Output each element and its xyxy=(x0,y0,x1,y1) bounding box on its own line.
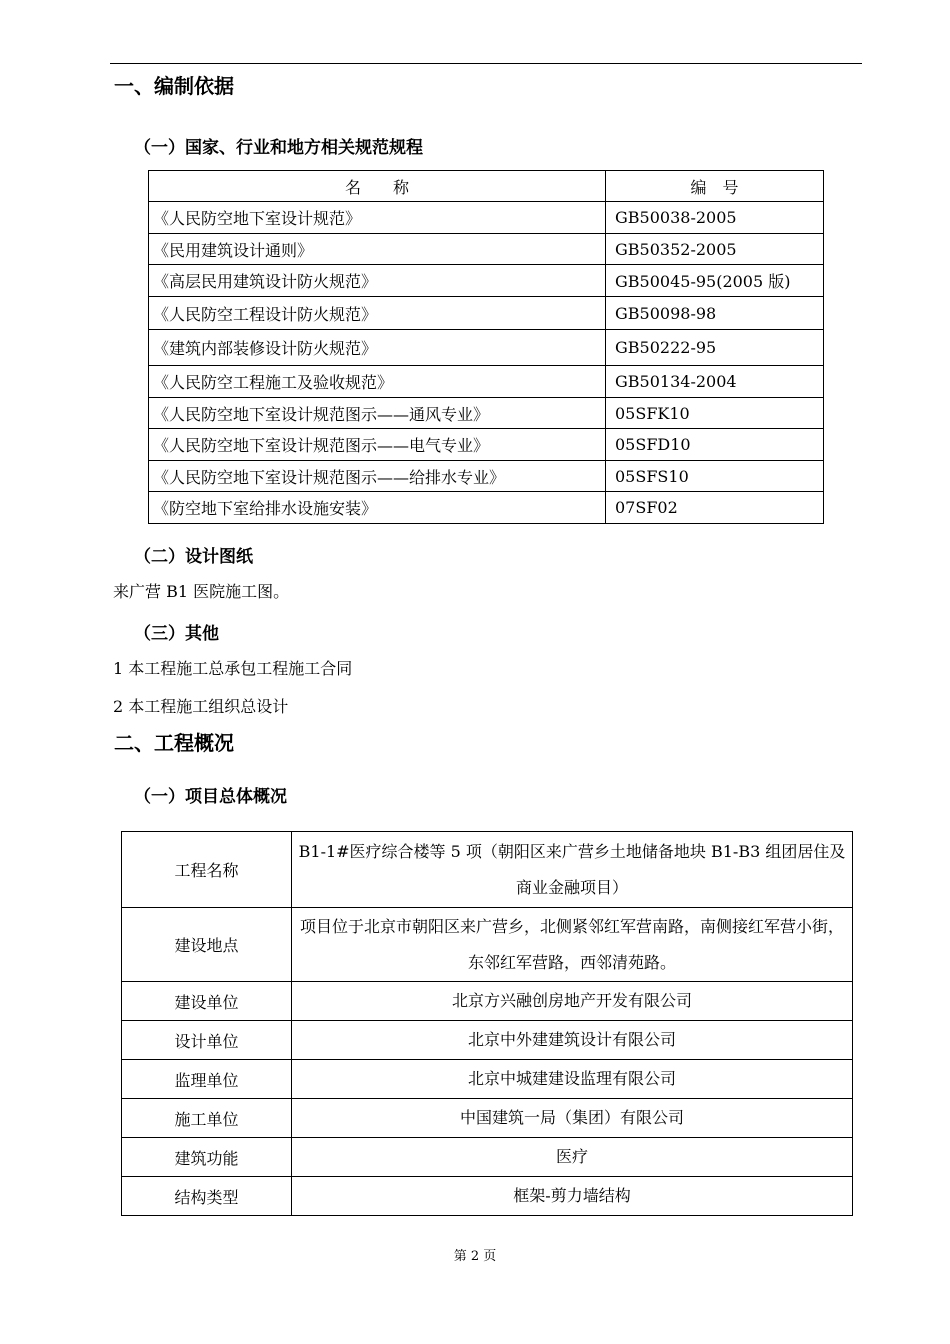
standard-code: 05SFS10 xyxy=(606,461,824,492)
standards-table xyxy=(148,170,824,524)
field-label: 工程名称 xyxy=(122,832,292,908)
standard-name: 《建筑内部装修设计防火规范》 xyxy=(149,330,606,366)
field-value: 北京中外建建筑设计有限公司 xyxy=(292,1021,853,1060)
section1-heading: 一、编制依据 xyxy=(114,74,234,98)
standard-code: GB50134-2004 xyxy=(606,366,824,398)
drawings-heading: （二）设计图纸 xyxy=(134,547,253,567)
table-row xyxy=(122,908,853,982)
table-row xyxy=(149,265,824,297)
standard-name: 《人民防空地下室设计规范图示——通风专业》 xyxy=(149,398,606,429)
table-row xyxy=(149,429,824,461)
table-row xyxy=(122,1060,853,1099)
page-number: 第 2 页 xyxy=(453,1249,497,1264)
standard-name: 《防空地下室给排水设施安装》 xyxy=(149,492,606,524)
field-label: 建筑功能 xyxy=(122,1138,292,1177)
field-value: 北京中城建建设监理有限公司 xyxy=(292,1060,853,1099)
table-row xyxy=(149,366,824,398)
table-row xyxy=(122,1021,853,1060)
standard-code: 05SFD10 xyxy=(606,429,824,461)
standard-name: 《民用建筑设计通则》 xyxy=(149,234,606,265)
table-row xyxy=(122,1138,853,1177)
col-header-name: 名 称 xyxy=(149,171,606,202)
standard-name: 《人民防空工程施工及验收规范》 xyxy=(149,366,606,398)
field-label: 结构类型 xyxy=(122,1177,292,1216)
table-row xyxy=(122,982,853,1021)
table-row xyxy=(149,330,824,366)
table-row xyxy=(149,492,824,524)
table-row xyxy=(149,461,824,492)
standard-name: 《人民防空地下室设计规范图示——电气专业》 xyxy=(149,429,606,461)
standard-code: 05SFK10 xyxy=(606,398,824,429)
field-label: 建设地点 xyxy=(122,908,292,982)
field-label: 建设单位 xyxy=(122,982,292,1021)
standard-name: 《高层民用建筑设计防火规范》 xyxy=(149,265,606,297)
table-row xyxy=(149,202,824,234)
standard-code: GB50098-98 xyxy=(606,297,824,330)
field-label: 设计单位 xyxy=(122,1021,292,1060)
field-value: 北京方兴融创房地产开发有限公司 xyxy=(292,982,853,1021)
standard-code: GB50352-2005 xyxy=(606,234,824,265)
other-heading: （三）其他 xyxy=(134,624,219,644)
table-row xyxy=(122,832,853,908)
standard-name: 《人民防空地下室设计规范》 xyxy=(149,202,606,234)
field-value: 框架-剪力墙结构 xyxy=(292,1177,853,1216)
field-label: 施工单位 xyxy=(122,1099,292,1138)
table-row xyxy=(149,398,824,429)
standard-code: GB50045-95(2005 版) xyxy=(606,265,824,297)
table-row xyxy=(149,234,824,265)
standard-code: GB50222-95 xyxy=(606,330,824,366)
other-item: 2 本工程施工组织总设计 xyxy=(113,697,289,716)
standards-heading: （一）国家、行业和地方相关规范规程 xyxy=(134,138,423,158)
field-label: 监理单位 xyxy=(122,1060,292,1099)
field-value: 医疗 xyxy=(292,1138,853,1177)
col-header-code: 编 号 xyxy=(606,171,824,202)
table-row xyxy=(122,1099,853,1138)
project-overview-table xyxy=(121,831,853,1216)
field-value: 项目位于北京市朝阳区来广营乡，北侧紧邻红军营南路，南侧接红军营小街，东邻红军营路，西邻清苑路。 xyxy=(292,908,853,982)
drawings-text: 来广营 B1 医院施工图。 xyxy=(113,582,290,601)
table-row xyxy=(149,297,824,330)
field-value: 中国建筑一局（集团）有限公司 xyxy=(292,1099,853,1138)
header-rule xyxy=(110,63,862,64)
other-item: 1 本工程施工总承包工程施工合同 xyxy=(113,659,353,678)
section2-heading: 二、工程概况 xyxy=(114,731,234,755)
standard-name: 《人民防空工程设计防火规范》 xyxy=(149,297,606,330)
table-header-row xyxy=(149,171,824,202)
field-value: B1-1#医疗综合楼等 5 项（朝阳区来广营乡土地储备地块 B1-B3 组团居住及商业金融项目） xyxy=(292,832,853,908)
standard-name: 《人民防空地下室设计规范图示——给排水专业》 xyxy=(149,461,606,492)
standard-code: GB50038-2005 xyxy=(606,202,824,234)
project-overview-heading: （一）项目总体概况 xyxy=(134,787,287,807)
table-row xyxy=(122,1177,853,1216)
standard-code: 07SF02 xyxy=(606,492,824,524)
